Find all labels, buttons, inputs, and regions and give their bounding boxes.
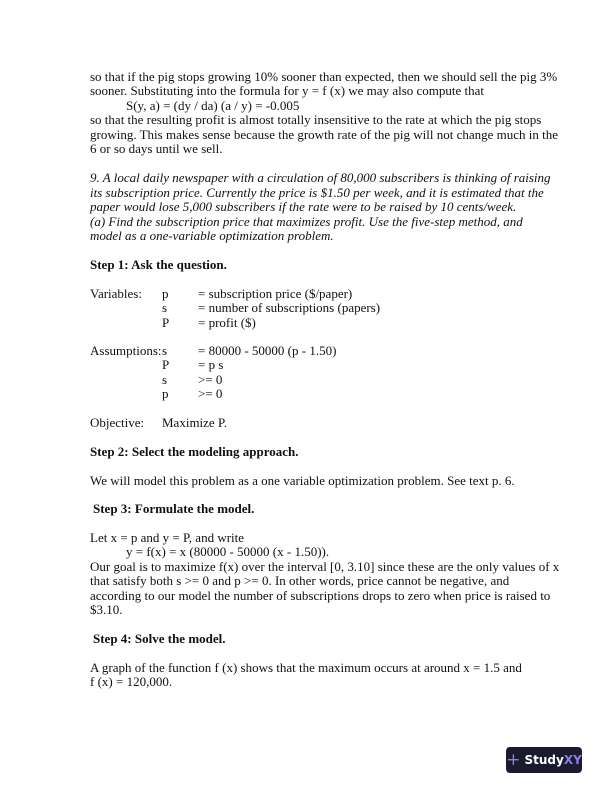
step2-heading: Step 2: Select the modeling approach. (90, 444, 299, 459)
assumption-row (0, 344, 612, 358)
model-formula: y = f(x) = x (80000 - 50000 (x - 1.50)). (126, 544, 330, 559)
step3-line: Our goal is to maximize f(x) over the interval [0, 3.10] since these are the only values of x (90, 559, 560, 574)
step4-line: A graph of the function f (x) shows that the maximum occurs at around x = 1.5 and (90, 660, 522, 675)
step3-line: according to our model the number of subscriptions drops to zero when price is raised to (90, 588, 551, 603)
problem-line: paper would lose 5,000 subscribers if the rate were to be raised by 10 cents/week. (90, 199, 517, 214)
variable-definition: = profit ($) (198, 315, 256, 330)
variable-row (0, 316, 612, 330)
intro-line: so that the resulting profit is almost totally insensitive to the rate at which the pig stops (90, 112, 542, 127)
step3-heading: Step 3: Formulate the model. (93, 501, 255, 516)
intro-line: so that if the pig stops growing 10% sooner than expected, then we should sell the pig 3% (90, 69, 558, 84)
studyxy-badge[interactable] (506, 747, 582, 773)
assumption-row (0, 387, 612, 401)
objective-label: Objective: (90, 415, 145, 430)
step3-line: Let x = p and y = P, and write (90, 530, 245, 545)
variable-definition: = subscription price ($/paper) (198, 286, 353, 301)
step4-heading: Step 4: Solve the model. (93, 631, 226, 646)
assumption-definition: = 80000 - 50000 (p - 1.50) (198, 343, 337, 358)
problem-line: its subscription price. Currently the price is $1.50 per week, and it is estimated that the (90, 185, 544, 200)
variables-label: Variables: (90, 286, 142, 301)
assumption-row (0, 358, 612, 372)
step1-heading: Step 1: Ask the question. (90, 257, 227, 272)
variable-row (0, 287, 612, 301)
step2-text: We will model this problem as a one variable optimization problem. See text p. 6. (90, 473, 515, 488)
variable-symbol: P (162, 315, 170, 330)
problem-line: model as a one-variable optimization problem. (90, 228, 334, 243)
objective-row (0, 416, 612, 430)
variable-symbol: p (162, 286, 169, 301)
assumption-symbol: s (162, 343, 168, 358)
brand-logo (524, 753, 581, 767)
problem-line: 9. A local daily newspaper with a circulation of 80,000 subscribers is thinking of raising (90, 170, 551, 185)
intro-line: sooner. Substituting into the formula for y = f (x) we may also compute that (90, 83, 485, 98)
brand-accent-text: XY (563, 753, 582, 767)
intro-line: 6 or so days until we sell. (90, 141, 223, 156)
assumption-symbol: p (162, 386, 169, 401)
assumption-symbol: s (162, 372, 168, 387)
variable-row (0, 301, 612, 315)
assumptions-label: Assumptions: (90, 343, 162, 358)
plus-icon: + (506, 749, 521, 770)
assumption-definition: = p s (198, 357, 224, 372)
step3-line: $3.10. (90, 602, 123, 617)
brand-text: Study (524, 753, 564, 767)
assumption-definition: >= 0 (198, 372, 223, 387)
assumption-definition: >= 0 (198, 386, 223, 401)
sensitivity-formula: S(y, a) = (dy / da) (a / y) = -0.005 (126, 98, 300, 113)
variable-definition: = number of subscriptions (papers) (198, 300, 381, 315)
assumption-symbol: P (162, 357, 170, 372)
step3-line: that satisfy both s >= 0 and p >= 0. In other words, price cannot be negative, and (90, 573, 510, 588)
assumption-row (0, 373, 612, 387)
problem-line: (a) Find the subscription price that maximizes profit. Use the five-step method, and (90, 214, 523, 229)
step4-line: f (x) = 120,000. (90, 674, 173, 689)
intro-line: growing. This makes sense because the growth rate of the pig will not change much in the (90, 127, 558, 142)
variable-symbol: s (162, 300, 168, 315)
objective-text: Maximize P. (162, 415, 227, 430)
